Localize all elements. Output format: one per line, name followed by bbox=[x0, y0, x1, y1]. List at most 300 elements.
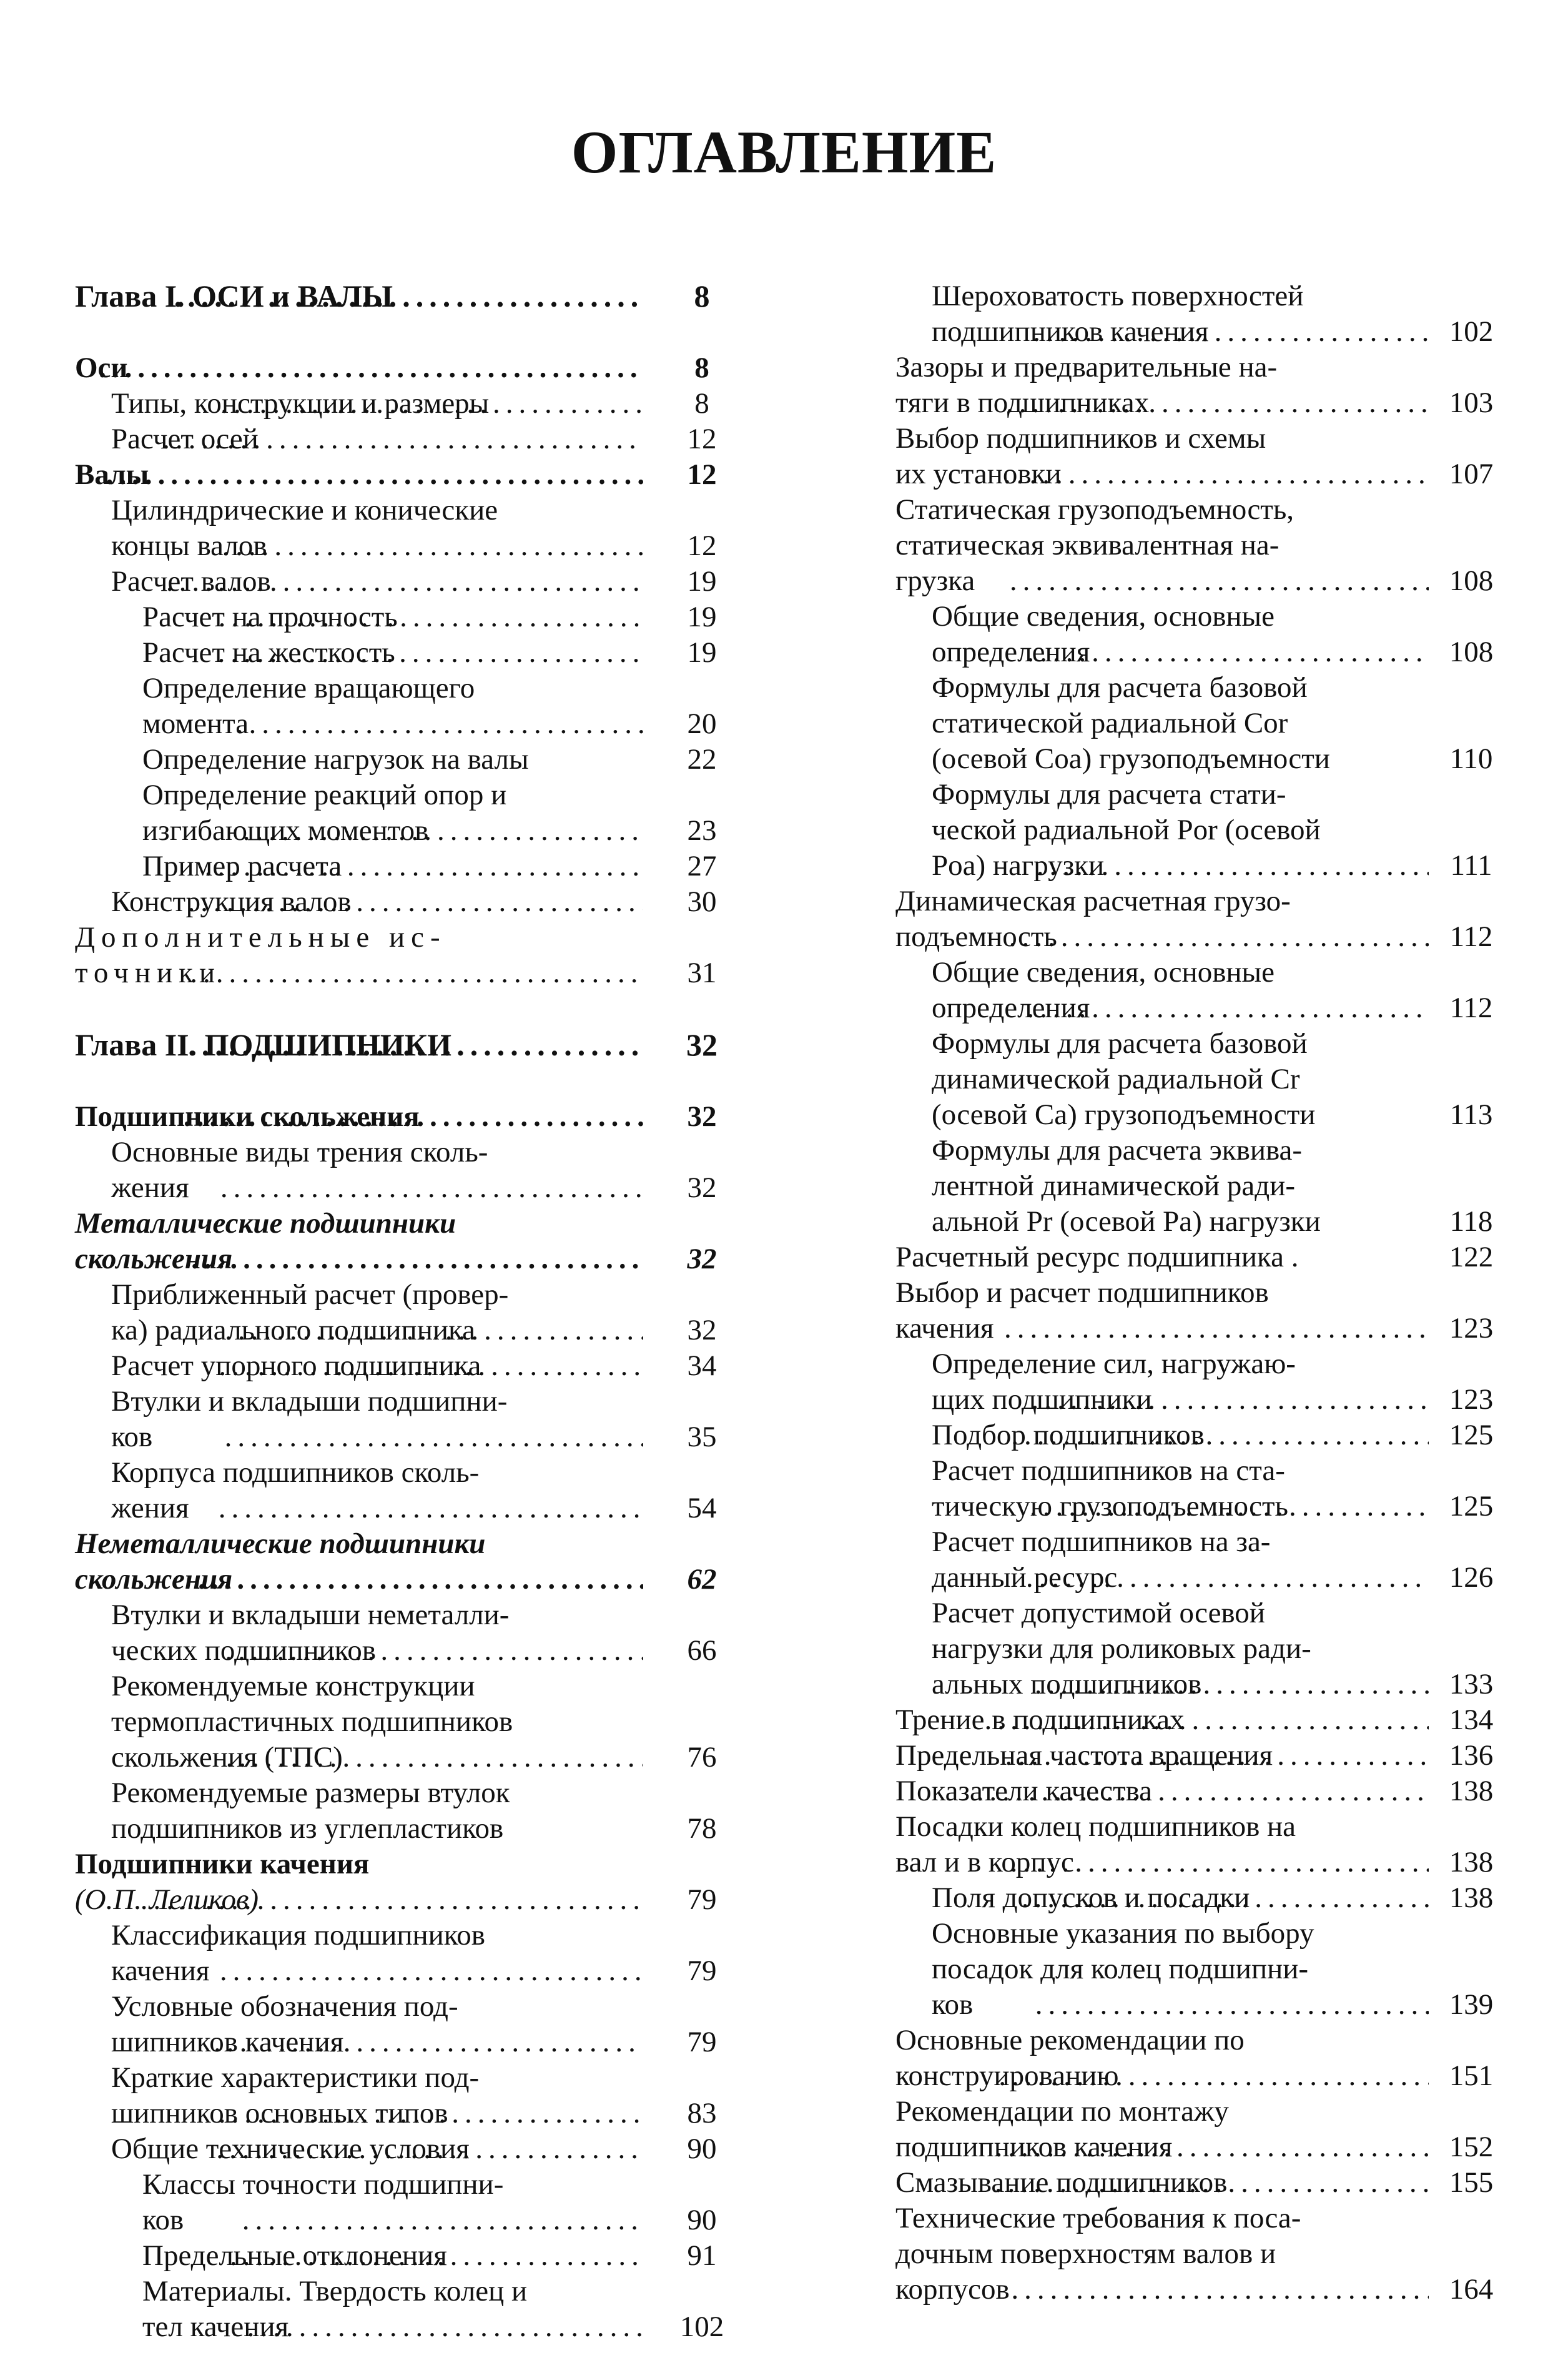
dot-leader bbox=[1017, 1880, 1429, 1916]
toc-entry-line: Втулки и вкладыши неметалли- bbox=[111, 1599, 510, 1631]
toc-entry[interactable] bbox=[895, 1026, 1500, 1133]
toc-entry[interactable] bbox=[75, 1027, 737, 1063]
toc-page-number: 108 bbox=[1449, 565, 1494, 597]
toc-page-number: 123 bbox=[1449, 1383, 1494, 1416]
dot-leader bbox=[1006, 1418, 1429, 1453]
toc-entry[interactable] bbox=[895, 1809, 1500, 1880]
dot-leader bbox=[1021, 1560, 1429, 1596]
toc-entry-line: Основные указания по выбору bbox=[932, 1917, 1314, 1950]
toc-entry[interactable] bbox=[895, 2201, 1500, 2307]
toc-entry[interactable] bbox=[895, 1275, 1500, 1346]
toc-entry-line: динамической радиальной Cr bbox=[932, 1063, 1300, 1095]
toc-entry[interactable] bbox=[75, 350, 737, 386]
toc-entry-line: ков bbox=[111, 1421, 153, 1453]
toc-entry-line: Дополнительные ис- bbox=[75, 921, 446, 954]
dot-leader bbox=[1005, 563, 1429, 599]
toc-entry[interactable] bbox=[75, 849, 737, 884]
toc-entry-line: жения bbox=[111, 1492, 189, 1524]
toc-entry[interactable] bbox=[895, 279, 1500, 350]
toc-entry[interactable] bbox=[895, 1524, 1500, 1596]
toc-page-number: 12 bbox=[687, 423, 717, 455]
toc-entry-line: Валы bbox=[75, 458, 149, 491]
dot-leader bbox=[1030, 1987, 1429, 2023]
toc-entry-line: определения bbox=[932, 992, 1090, 1024]
toc-entry-line: скольжения bbox=[75, 1563, 233, 1596]
toc-entry-line: точники bbox=[75, 957, 222, 989]
toc-page-number: 108 bbox=[1449, 636, 1494, 668]
toc-entry-line: изгибающих моментов bbox=[142, 814, 429, 847]
toc-page-number: 152 bbox=[1449, 2131, 1494, 2163]
toc-entry[interactable] bbox=[75, 1526, 737, 1597]
dot-leader bbox=[1006, 2272, 1429, 2307]
toc-entry-line: Подшипники скольжения bbox=[75, 1100, 420, 1133]
toc-entry-line: Поля допусков и посадки bbox=[932, 1882, 1250, 1914]
toc-entry-title bbox=[111, 493, 498, 564]
toc-page-number: 79 bbox=[687, 2026, 717, 2058]
toc-entry-title bbox=[932, 1596, 1311, 1702]
toc-entry-title bbox=[111, 884, 352, 920]
toc-page-number: 79 bbox=[687, 1883, 717, 1916]
toc-entry-line: (осевой Ca) грузоподъемности bbox=[932, 1098, 1316, 1131]
dot-leader bbox=[94, 350, 643, 386]
toc-entry-line: скольжения bbox=[75, 1243, 233, 1275]
toc-entry-title bbox=[75, 457, 149, 493]
toc-entry-line: Шероховатость поверхностей bbox=[932, 280, 1304, 312]
toc-page-number: 23 bbox=[687, 814, 717, 847]
toc-entry-line: Динамическая расчетная грузо- bbox=[895, 885, 1291, 917]
toc-entry-line: Посадки колец подшипников на bbox=[895, 1810, 1296, 1843]
toc-entry[interactable] bbox=[75, 2167, 737, 2238]
toc-page-number: 111 bbox=[1450, 849, 1492, 882]
toc-entry-line: Определение нагрузок на валы bbox=[142, 743, 529, 776]
dot-leader bbox=[972, 1774, 1429, 1809]
toc-page-number: 102 bbox=[1449, 315, 1494, 348]
toc-entry[interactable] bbox=[895, 1453, 1500, 1524]
dot-leader bbox=[1030, 1667, 1429, 1702]
dot-leader bbox=[1028, 314, 1429, 350]
toc-entry-line: Технические требования к поса- bbox=[895, 2202, 1301, 2234]
toc-entry-title bbox=[111, 1918, 485, 1989]
toc-entry-line: подшипников из углепластиков bbox=[111, 1812, 504, 1845]
toc-left-column bbox=[75, 279, 737, 2345]
toc-entry-line: ка) радиального подшипника bbox=[111, 1314, 475, 1346]
toc-page-number: 136 bbox=[1449, 1739, 1494, 1772]
toc-page-number: 107 bbox=[1449, 458, 1494, 490]
dot-leader bbox=[217, 528, 643, 564]
toc-entry[interactable] bbox=[75, 1847, 737, 1882]
toc-entry-title bbox=[932, 599, 1275, 670]
toc-entry[interactable] bbox=[75, 1384, 737, 1455]
toc-page-number: 8 bbox=[694, 387, 709, 420]
toc-entry[interactable] bbox=[895, 1916, 1500, 2023]
toc-entry-title bbox=[111, 422, 259, 457]
toc-entry-title bbox=[932, 670, 1330, 777]
toc-entry-title bbox=[932, 955, 1275, 1026]
dot-leader bbox=[214, 599, 643, 635]
toc-entry-title bbox=[142, 599, 398, 635]
toc-entry[interactable] bbox=[75, 1918, 737, 1989]
dot-leader bbox=[220, 1313, 643, 1348]
toc-entry-title bbox=[142, 2274, 528, 2345]
toc-page-number: 30 bbox=[687, 886, 717, 918]
toc-entry-line: альных подшипников bbox=[932, 1668, 1202, 1700]
toc-page-number: 31 bbox=[687, 957, 717, 989]
dot-leader bbox=[183, 1027, 643, 1063]
dot-leader bbox=[161, 564, 643, 599]
dot-leader bbox=[169, 279, 643, 314]
toc-page-number: 32 bbox=[687, 1243, 717, 1275]
page-title: ОГЛАВЛЕНИЕ bbox=[571, 119, 997, 185]
toc-entry[interactable] bbox=[895, 1702, 1500, 1738]
toc-page-number: 8 bbox=[694, 352, 709, 384]
toc-entry[interactable] bbox=[895, 1596, 1500, 1702]
toc-entry[interactable] bbox=[895, 1133, 1500, 1240]
toc-page-number: 151 bbox=[1449, 2060, 1494, 2092]
toc-entry[interactable] bbox=[895, 2165, 1500, 2201]
toc-entry-title bbox=[111, 1384, 508, 1455]
toc-entry[interactable] bbox=[75, 1099, 737, 1135]
toc-entry-line: жения bbox=[111, 1172, 189, 1204]
toc-entry-title bbox=[75, 1526, 486, 1597]
dot-leader bbox=[215, 1170, 643, 1206]
toc-entry[interactable] bbox=[75, 493, 737, 564]
toc-page-number: 91 bbox=[687, 2239, 717, 2272]
toc-entry[interactable] bbox=[895, 777, 1500, 884]
toc-entry-line: Определение реакций опор и bbox=[142, 779, 507, 811]
toc-entry[interactable] bbox=[895, 670, 1500, 777]
toc-entry-title bbox=[75, 1206, 456, 1277]
toc-entry[interactable] bbox=[75, 1882, 737, 1918]
toc-entry-line: Poa) нагрузки bbox=[932, 849, 1105, 882]
toc-entry-line: Конструкция валов bbox=[111, 886, 352, 918]
toc-entry[interactable] bbox=[75, 1669, 737, 1775]
toc-entry-title bbox=[111, 1597, 510, 1669]
toc-entry[interactable] bbox=[895, 2094, 1500, 2165]
toc-entry-title bbox=[895, 2023, 1245, 2094]
toc-entry-line: Глава I. ОСИ и ВАЛЫ bbox=[75, 279, 393, 313]
toc-page-number: 12 bbox=[687, 458, 717, 491]
toc-entry-title bbox=[111, 564, 271, 599]
toc-entry-line: ческих подшипников bbox=[111, 1634, 376, 1667]
toc-page-number: 113 bbox=[1449, 1098, 1493, 1131]
toc-entry[interactable] bbox=[75, 1206, 737, 1277]
dot-leader bbox=[215, 386, 643, 422]
toc-page-number: 122 bbox=[1449, 1241, 1494, 1273]
toc-entry-title bbox=[142, 849, 342, 884]
toc-entry-line: Расчет подшипников на ста- bbox=[932, 1454, 1285, 1487]
toc-entry-line: подшипников качения bbox=[932, 315, 1209, 348]
toc-entry-title bbox=[932, 1418, 1205, 1453]
toc-entry-line: альной Pr (осевой Pa) нагрузки bbox=[932, 1205, 1321, 1238]
toc-entry[interactable] bbox=[75, 635, 737, 671]
dot-leader bbox=[998, 456, 1429, 492]
toc-entry-line: Оси bbox=[75, 352, 128, 384]
toc-entry[interactable] bbox=[75, 386, 737, 422]
toc-entry-title bbox=[895, 884, 1291, 955]
toc-entry-title bbox=[142, 2238, 447, 2274]
toc-entry-title bbox=[895, 421, 1266, 492]
toc-entry[interactable] bbox=[895, 350, 1500, 421]
toc-entry-line: (О.П. Леликов) bbox=[75, 1883, 259, 1916]
toc-entry-line: корпусов bbox=[895, 2273, 1010, 2306]
toc-entry[interactable] bbox=[75, 564, 737, 599]
toc-entry-line: момента bbox=[142, 708, 249, 740]
toc-page-number: 90 bbox=[687, 2133, 717, 2165]
toc-page-number: 12 bbox=[687, 530, 717, 562]
dot-leader bbox=[242, 2309, 643, 2345]
toc-entry[interactable] bbox=[75, 422, 737, 457]
toc-entry-line: Рекомендации по монтажу bbox=[895, 2095, 1229, 2128]
dot-leader bbox=[220, 1419, 643, 1455]
dot-leader bbox=[209, 2025, 643, 2060]
toc-entry[interactable] bbox=[75, 1277, 737, 1348]
toc-entry[interactable] bbox=[75, 777, 737, 849]
toc-entry-line: Подбор подшипников bbox=[932, 1419, 1205, 1451]
toc-page-number: 35 bbox=[687, 1421, 717, 1453]
toc-entry[interactable] bbox=[895, 492, 1500, 599]
toc-entry-title bbox=[895, 2201, 1301, 2307]
toc-entry-line: тел качения bbox=[142, 2311, 289, 2343]
toc-entry-line: нагрузки для роликовых ради- bbox=[932, 1632, 1311, 1665]
toc-entry-title bbox=[895, 2165, 1228, 2201]
toc-entry-line: Краткие характеристики под- bbox=[111, 2061, 480, 2094]
toc-page-number: 123 bbox=[1449, 1312, 1494, 1344]
toc-entry[interactable] bbox=[75, 457, 737, 493]
toc-entry-line: ков bbox=[142, 2204, 184, 2236]
toc-entry-line: щих подшипники bbox=[932, 1383, 1152, 1416]
toc-entry-line: Расчет валов bbox=[111, 565, 271, 598]
toc-entry[interactable] bbox=[895, 599, 1500, 670]
dot-leader bbox=[200, 849, 643, 884]
toc-entry-line: Трение в подшипниках bbox=[895, 1704, 1185, 1736]
toc-entry-line: Общие сведения, основные bbox=[932, 600, 1275, 633]
dot-leader bbox=[238, 813, 643, 849]
toc-entry-line: определения bbox=[932, 636, 1090, 668]
toc-entry-title bbox=[111, 1669, 513, 1775]
toc-entry-title bbox=[111, 1135, 488, 1206]
toc-entry-line: Глава II. ПОДШИПНИКИ bbox=[75, 1027, 451, 1062]
toc-entry-line: Расчет на прочность bbox=[142, 601, 398, 633]
toc-entry-line: Предельные отклонения bbox=[142, 2239, 447, 2272]
toc-page-number: 164 bbox=[1449, 2273, 1494, 2306]
toc-page-number: 118 bbox=[1449, 1205, 1493, 1238]
toc-entry-title bbox=[75, 350, 128, 386]
toc-page-number: 22 bbox=[687, 743, 717, 776]
toc-entry-line: Формулы для расчета базовой bbox=[932, 671, 1308, 704]
toc-entry-title bbox=[932, 1916, 1314, 2023]
toc-entry[interactable] bbox=[895, 421, 1500, 492]
toc-entry-line: Классификация подшипников bbox=[111, 1919, 485, 1951]
toc-entry-title bbox=[111, 386, 490, 422]
toc-entry-line: Основные рекомендации по bbox=[895, 2024, 1245, 2056]
toc-page-number: 138 bbox=[1449, 1775, 1494, 1807]
toc-entry-title bbox=[142, 2167, 504, 2238]
toc-entry[interactable] bbox=[895, 1880, 1500, 1916]
dot-leader bbox=[1000, 1738, 1429, 1774]
toc-entry-line: Рекомендуемые конструкции bbox=[111, 1670, 475, 1702]
toc-entry[interactable] bbox=[75, 884, 737, 920]
toc-entry-title bbox=[111, 1455, 480, 1526]
toc-page-number: 32 bbox=[687, 1100, 717, 1133]
toc-entry-line: Условные обозначения под- bbox=[111, 1990, 458, 2023]
toc-entry-line: Смазывание подшипников bbox=[895, 2166, 1228, 2199]
toc-entry[interactable] bbox=[75, 279, 737, 314]
toc-entry[interactable] bbox=[75, 1775, 737, 1847]
toc-page-number: 126 bbox=[1449, 1561, 1494, 1594]
toc-entry-line: лентной динамической ради- bbox=[932, 1170, 1295, 1202]
toc-entry-line: Втулки и вкладыши подшипни- bbox=[111, 1385, 508, 1418]
toc-entry[interactable] bbox=[75, 1348, 737, 1384]
toc-entry-line: Расчет осей bbox=[111, 423, 259, 455]
toc-entry-line: дочным поверхностям валов и bbox=[895, 2237, 1276, 2270]
toc-page-number: 66 bbox=[687, 1634, 717, 1667]
dot-leader bbox=[999, 1311, 1429, 1346]
dot-leader bbox=[1025, 1489, 1429, 1524]
toc-entry-line: Выбор и расчет подшипников bbox=[895, 1276, 1269, 1309]
toc-entry-line: Основные виды трения сколь- bbox=[111, 1136, 488, 1168]
toc-entry-line: (осевой Coa) грузоподъемности bbox=[932, 742, 1330, 775]
toc-entry-line: шипников основных типов bbox=[111, 2097, 448, 2129]
toc-entry[interactable] bbox=[895, 1418, 1500, 1453]
toc-entry-title bbox=[111, 1348, 481, 1384]
toc-entry-line: Общие технические условия bbox=[111, 2133, 470, 2165]
toc-entry-line: Показатели качества bbox=[895, 1775, 1152, 1807]
toc-entry-line: подшипников качения bbox=[895, 2131, 1173, 2163]
toc-entry[interactable] bbox=[75, 2131, 737, 2167]
dot-leader bbox=[213, 635, 643, 671]
toc-entry[interactable] bbox=[75, 2274, 737, 2345]
toc-entry-line: Металлические подшипники bbox=[75, 1207, 456, 1240]
toc-entry-line: вал и в корпус bbox=[895, 1846, 1074, 1878]
toc-entry-title bbox=[932, 1026, 1315, 1133]
dot-leader bbox=[1027, 1382, 1429, 1418]
toc-page-number: 90 bbox=[687, 2204, 717, 2236]
toc-page-number: 103 bbox=[1449, 387, 1494, 419]
toc-entry[interactable] bbox=[895, 1774, 1500, 1809]
dot-leader bbox=[214, 1491, 643, 1526]
toc-entry-line: концы валов bbox=[111, 530, 267, 562]
dot-leader bbox=[994, 2058, 1429, 2094]
toc-page-number: 54 bbox=[687, 1492, 717, 1524]
toc-entry[interactable] bbox=[75, 2238, 737, 2274]
toc-entry-title bbox=[142, 742, 529, 777]
toc-page-number: 32 bbox=[686, 1027, 717, 1062]
toc-entry-line: Расчет упорного подшипника bbox=[111, 1349, 481, 1382]
dot-leader bbox=[183, 884, 643, 920]
toc-entry-line: Формулы для расчета эквива- bbox=[932, 1134, 1303, 1167]
toc-entry-title bbox=[895, 1809, 1296, 1880]
toc-entry[interactable] bbox=[75, 1455, 737, 1526]
toc-entry-title bbox=[75, 1027, 451, 1063]
toc-entry-line: Расчет допустимой осевой bbox=[932, 1597, 1265, 1629]
toc-entry[interactable] bbox=[75, 920, 737, 991]
toc-page-number: 20 bbox=[687, 708, 717, 740]
toc-entry[interactable] bbox=[75, 742, 737, 777]
toc-entry-title bbox=[75, 920, 446, 991]
toc-page-number: 112 bbox=[1449, 920, 1493, 953]
toc-entry[interactable] bbox=[75, 1989, 737, 2060]
toc-page-number: 102 bbox=[679, 2311, 724, 2343]
toc-entry[interactable] bbox=[75, 1135, 737, 1206]
toc-entry-title bbox=[932, 1524, 1271, 1596]
toc-entry-line: Расчет подшипников на за- bbox=[932, 1526, 1271, 1558]
toc-page-number: 112 bbox=[1449, 992, 1493, 1024]
dot-leader bbox=[1001, 385, 1429, 421]
toc-entry[interactable] bbox=[895, 1346, 1500, 1418]
toc-entry-line: шипников качения bbox=[111, 2026, 344, 2058]
toc-entry[interactable] bbox=[895, 955, 1500, 1026]
toc-right-column bbox=[895, 279, 1500, 2307]
dot-leader bbox=[1004, 919, 1429, 955]
toc-entry-line: Подшипники качения bbox=[75, 1848, 370, 1880]
dot-leader bbox=[157, 422, 643, 457]
dot-leader bbox=[225, 2238, 643, 2274]
toc-entry-line: Рекомендуемые размеры втулок bbox=[111, 1777, 510, 1809]
toc-entry-title bbox=[895, 1275, 1269, 1346]
toc-page-number: 133 bbox=[1449, 1668, 1494, 1700]
toc-entry-line: Неметаллические подшипники bbox=[75, 1527, 486, 1560]
toc-page-number: 19 bbox=[687, 636, 717, 669]
toc-entry[interactable] bbox=[75, 599, 737, 635]
toc-page-number: 139 bbox=[1449, 1988, 1494, 2021]
toc-entry-title bbox=[75, 1847, 369, 1882]
toc-entry-line: статической радиальной Cor bbox=[932, 707, 1288, 739]
toc-entry-title bbox=[932, 1346, 1296, 1418]
toc-entry[interactable] bbox=[75, 671, 737, 742]
dot-leader bbox=[1022, 634, 1429, 670]
toc-entry-line: термопластичных подшипников bbox=[111, 1705, 513, 1738]
toc-entry-title bbox=[75, 1099, 420, 1135]
toc-entry-title bbox=[895, 1738, 1273, 1774]
toc-entry-line: Материалы. Твердость колец и bbox=[142, 2275, 528, 2307]
toc-entry-line: Формулы для расчета стати- bbox=[932, 778, 1286, 811]
toc-page-number: 27 bbox=[687, 850, 717, 882]
toc-page-number: 155 bbox=[1449, 2166, 1494, 2199]
toc-entry-title bbox=[111, 1277, 509, 1348]
toc-entry[interactable] bbox=[75, 1597, 737, 1669]
toc-entry-title bbox=[142, 635, 395, 671]
toc-entry-line: Пример расчета bbox=[142, 850, 342, 882]
toc-page-number: 138 bbox=[1449, 1846, 1494, 1878]
toc-entry-title bbox=[895, 1774, 1152, 1809]
dot-leader bbox=[194, 1562, 643, 1597]
dot-leader bbox=[101, 457, 643, 493]
dot-leader bbox=[220, 1633, 643, 1669]
toc-entry-line: ческой радиальной Por (осевой bbox=[932, 814, 1321, 846]
toc-entry[interactable] bbox=[75, 2060, 737, 2131]
toc-page-number: 78 bbox=[687, 1812, 717, 1845]
dot-leader bbox=[185, 955, 643, 991]
dot-leader bbox=[214, 1348, 643, 1384]
toc-entry-line: Предельная частота вращения bbox=[895, 1739, 1273, 1772]
toc-entry[interactable] bbox=[895, 1240, 1500, 1275]
dot-leader bbox=[231, 706, 643, 742]
toc-page-number: 76 bbox=[687, 1741, 717, 1774]
toc-entry-title bbox=[895, 2094, 1229, 2165]
toc-entry-title bbox=[111, 2060, 480, 2131]
toc-entry-line: конструированию bbox=[895, 2060, 1119, 2092]
toc-entry[interactable] bbox=[895, 884, 1500, 955]
dot-leader bbox=[979, 1702, 1429, 1738]
toc-entry[interactable] bbox=[895, 1738, 1500, 1774]
dot-leader bbox=[990, 2165, 1429, 2201]
dot-leader bbox=[214, 2096, 643, 2131]
dot-leader bbox=[179, 1099, 643, 1135]
toc-page-number: 62 bbox=[687, 1563, 717, 1596]
toc-entry[interactable] bbox=[895, 2023, 1500, 2094]
dot-leader bbox=[1005, 1845, 1429, 1880]
toc-entry-line: тяги в подшипниках bbox=[895, 387, 1150, 419]
